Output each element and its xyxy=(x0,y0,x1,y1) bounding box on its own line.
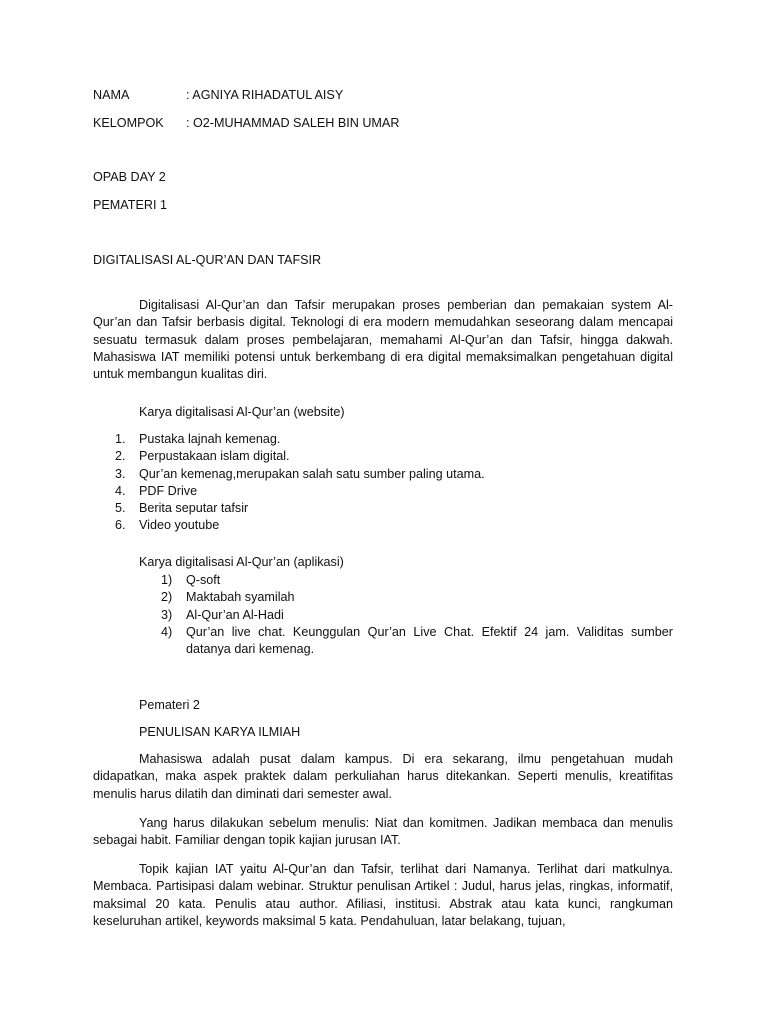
list-item-number: 1. xyxy=(115,432,126,446)
list-item-number: 2) xyxy=(161,590,173,605)
list-item xyxy=(115,448,673,465)
app-list xyxy=(161,572,673,658)
kelompok-value: : O2-MUHAMMAD SALEH BIN UMAR xyxy=(186,116,400,130)
list-item-number: 3) xyxy=(161,607,173,622)
kelompok-label: KELOMPOK xyxy=(93,116,164,130)
list-item xyxy=(115,500,673,517)
list-item-number: 1) xyxy=(161,573,173,587)
list-item-number: 2. xyxy=(115,449,126,464)
list-item xyxy=(161,607,673,624)
section-2-paragraph-2 xyxy=(93,815,673,850)
pemateri-2-heading: Pemateri 2 xyxy=(139,698,200,712)
list-item-number: 3. xyxy=(115,466,126,481)
nama-value: : AGNIYA RIHADATUL AISY xyxy=(186,88,344,102)
list-item-text: Pustaka lajnah kemenag. xyxy=(139,432,281,446)
section-2-paragraph-1-text: Mahasiswa adalah pusat dalam kampus. Di era sekarang, ilmu pengetahuan mudah didapatkan, maka aspek praktek dalam perkuliahan harus ditekankan. Seperti menulis, kreatifitas menulis harus dilatih dan diminati dari semester awal. xyxy=(93,752,673,801)
list-item-text: PDF Drive xyxy=(139,483,198,498)
list-item-number: 5. xyxy=(115,501,126,516)
pemateri-1-heading: PEMATERI 1 xyxy=(93,198,167,212)
nama-label: NAMA xyxy=(93,88,130,102)
list-item-text: Qur’an live chat. Keunggulan Qur’an Live Chat. Efektif 24 jam. Validitas sumber datanya dari kemenag. xyxy=(186,624,673,657)
app-list-heading: Karya digitalisasi Al-Qur’an (aplikasi) xyxy=(139,555,344,569)
section-1-paragraph xyxy=(93,297,673,383)
list-item-text: Perpustakaan islam digital. xyxy=(139,449,290,464)
list-item-text: Al-Qur’an Al-Hadi xyxy=(186,607,284,622)
list-item-text: Berita seputar tafsir xyxy=(139,501,249,516)
section-2-paragraph-3-text: Topik kajian IAT yaitu Al-Qur’an dan Tafsir, terlihat dari Namanya. Terlihat dari matkulnya. Membaca. Partisipasi dalam webinar. Struktur penulisan Artikel : Judul, harus jelas, ringkas, informatif, maksimal 20 kata. Penulis atau author. Afiliasi, institusi. Abstrak atau kata kunci, rangkuman keseluruhan artikel, keywords maksimal 5 kata. Pendahuluan, latar belakang, tujuan, xyxy=(93,862,673,928)
list-item-text: Video youtube xyxy=(139,518,220,533)
section-2-paragraph-3 xyxy=(93,861,673,930)
website-list xyxy=(115,431,673,535)
list-item xyxy=(115,517,673,534)
list-item xyxy=(161,589,673,606)
list-item-number: 6. xyxy=(115,518,126,533)
list-item xyxy=(115,466,673,483)
list-item-number: 4. xyxy=(115,483,126,498)
section-2-paragraph-2-text: Yang harus dilakukan sebelum menulis: Niat dan komitmen. Jadikan membaca dan menulis sebagai habit. Familiar dengan topik kajian jurusan IAT. xyxy=(93,816,673,848)
opab-day-heading: OPAB DAY 2 xyxy=(93,170,166,184)
section-2-paragraph-1 xyxy=(93,751,673,803)
list-item xyxy=(115,431,673,448)
list-item xyxy=(161,624,673,659)
list-item xyxy=(115,483,673,500)
section-1-paragraph-text: Digitalisasi Al-Qur’an dan Tafsir merupakan proses pemberian dan pemakaian system Al-Qur’an dan Tafsir berbasis digital. Teknologi di era modern memudahkan seseorang dalam mencapai sesuatu termasuk dalam proses pembelajaran, memahami Al-Qur’an dan Tafsir, hingga dakwah. Mahasiswa IAT memiliki potensi untuk berkembang di era digital memaksimalkan pengetahuan digital untuk membangun kualitas diri. xyxy=(93,298,673,382)
section-1-title: DIGITALISASI AL-QUR’AN DAN TAFSIR xyxy=(93,253,322,267)
list-item-text: Q-soft xyxy=(186,573,221,587)
section-2-title: PENULISAN KARYA ILMIAH xyxy=(139,725,301,739)
website-list-heading: Karya digitalisasi Al-Qur’an (website) xyxy=(139,405,345,419)
list-item-text: Qur’an kemenag,merupakan salah satu sumber paling utama. xyxy=(139,466,485,481)
list-item xyxy=(161,572,673,589)
list-item-text: Maktabah syamilah xyxy=(186,590,295,605)
list-item-number: 4) xyxy=(161,624,173,639)
